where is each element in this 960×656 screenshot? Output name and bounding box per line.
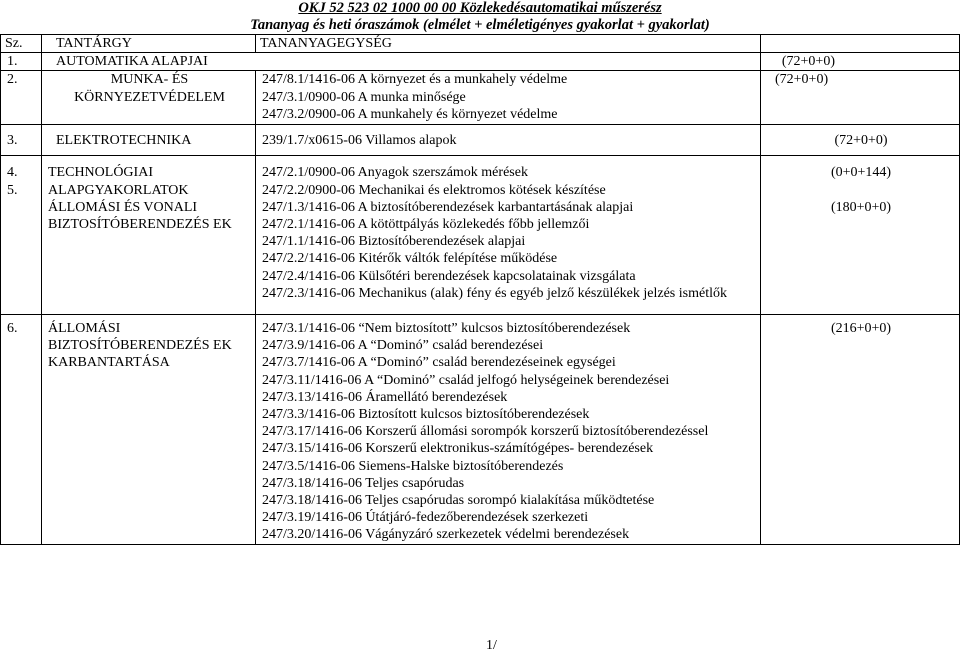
unit-item: 247/3.9/1416-06 A “Dominó” család berendezései xyxy=(262,338,544,354)
row-number: 3. xyxy=(1,125,42,156)
row-hours: (72+0+0) xyxy=(761,125,960,156)
unit-item: 247/3.20/1416-06 Vágányzáró szerkezetek védelmi berendezések xyxy=(262,527,630,543)
unit-item: 247/3.18/1416-06 Teljes csapórudas xyxy=(262,475,465,491)
unit-item: 247/2.1/0900-06 Anyagok szerszámok mérések xyxy=(262,165,528,181)
document-title: OKJ 52 523 02 1000 00 00 Közlekedésautomatikai műszerész xyxy=(298,0,662,16)
unit-item: 247/3.2/0900-06 A munkahely és környezet védelme xyxy=(262,106,558,122)
row-subject: ÁLLOMÁSI BIZTOSÍTÓBERENDEZÉS EK KARBANTARTÁSA xyxy=(42,315,256,545)
unit-item: 247/1.3/1416-06 A biztosítóberendezések karbantartásának alapjai xyxy=(262,199,634,215)
subject-technologiai: TECHNOLÓGIAI ALAPGYAKORLATOK xyxy=(48,165,189,198)
row-number: 2. xyxy=(1,71,42,125)
table-row xyxy=(1,156,960,315)
row-units xyxy=(256,315,761,545)
header-subject: TANTÁRGY xyxy=(42,35,256,53)
unit-item: 247/3.5/1416-06 Siemens-Halske biztosítóberendezés xyxy=(262,458,564,474)
row-number-4: 4. xyxy=(7,165,18,181)
header-number: Sz. xyxy=(1,35,42,53)
row-subject xyxy=(42,156,256,315)
row-units xyxy=(256,71,761,125)
unit-item: 247/3.17/1416-06 Korszerű állomási sorompók korszerű biztosítóberendezéssel xyxy=(262,424,709,440)
unit-item: 247/3.11/1416-06 A “Dominó” család jelfogó helységeinek berendezései xyxy=(262,372,670,388)
unit-item: 247/3.1/0900-06 A munka minősége xyxy=(262,89,466,105)
unit-item: 247/2.1/1416-06 A kötöttpályás közlekedés főbb jellemzői xyxy=(262,217,590,233)
row-hours: (216+0+0) xyxy=(761,315,960,545)
unit-item: 247/3.3/1416-06 Biztosított kulcsos biztosítóberendezések xyxy=(262,407,590,423)
unit-item: 247/2.4/1416-06 Külsőtéri berendezések kapcsolatainak vizsgálata xyxy=(262,268,636,284)
unit-item: 247/2.3/1416-06 Mechanikus (alak) fény és egyéb jelző készülékek jelzés ismétlők xyxy=(262,285,727,301)
unit-item: 247/3.18/1416-06 Teljes csapórudas sorompó kialakítása működtetése xyxy=(262,493,655,509)
curriculum-table xyxy=(0,34,960,545)
row-units xyxy=(256,156,761,315)
row-subject: AUTOMATIKA ALAPJAI xyxy=(42,53,761,71)
header-hours xyxy=(761,35,960,53)
header-unit: TANANYAGEGYSÉG xyxy=(256,35,761,53)
row-units: 239/1.7/x0615-06 Villamos alapok xyxy=(256,125,761,156)
row-number xyxy=(1,156,42,315)
table-row xyxy=(1,315,960,545)
document-subtitle: Tananyag és heti óraszámok (elmélet + elméletigényes gyakorlat + gyakorlat) xyxy=(250,17,710,33)
page-number: 1/ xyxy=(486,638,497,653)
hours-row-4: (0+0+144) xyxy=(830,165,892,181)
row-hours xyxy=(761,156,960,315)
hours-row-5: (180+0+0) xyxy=(830,199,892,215)
table-row xyxy=(1,71,960,125)
unit-item: 247/3.13/1416-06 Áramellátó berendezések xyxy=(262,389,508,405)
row-subject: ELEKTROTECHNIKA xyxy=(42,125,256,156)
row-number: 1. xyxy=(1,53,42,71)
row-number-5: 5. xyxy=(7,182,18,198)
unit-item: 247/8.1/1416-06 A környezet és a munkahely védelme xyxy=(262,72,568,88)
subject-allomasi-vonali: ÁLLOMÁSI ÉS VONALI BIZTOSÍTÓBERENDEZÉS EK xyxy=(48,199,232,233)
row-hours: (72+0+0) xyxy=(761,53,960,71)
table-header-row xyxy=(1,35,960,53)
row-hours: (72+0+0) xyxy=(761,71,960,125)
row-number: 6. xyxy=(1,315,42,545)
unit-item: 247/3.15/1416-06 Korszerű elektronikus-számítógépes- berendezések xyxy=(262,441,654,457)
table-row xyxy=(1,125,960,156)
table-row xyxy=(1,53,960,71)
unit-item: 247/3.19/1416-06 Útátjáró-fedezőberendezések szerkezeti xyxy=(262,510,589,526)
unit-item: 247/1.1/1416-06 Biztosítóberendezések alapjai xyxy=(262,234,526,250)
row-subject: MUNKA- ÉS KÖRNYEZETVÉDELEM xyxy=(42,71,256,125)
unit-item: 247/2.2/1416-06 Kitérők váltók felépítése működése xyxy=(262,251,558,267)
unit-item: 247/2.2/0900-06 Mechanikai és elektromos kötések készítése xyxy=(262,182,606,198)
unit-item: 247/3.1/1416-06 “Nem biztosított” kulcsos biztosítóberendezések xyxy=(262,321,631,337)
unit-item: 247/3.7/1416-06 A “Dominó” család berendezéseinek egységei xyxy=(262,355,616,371)
